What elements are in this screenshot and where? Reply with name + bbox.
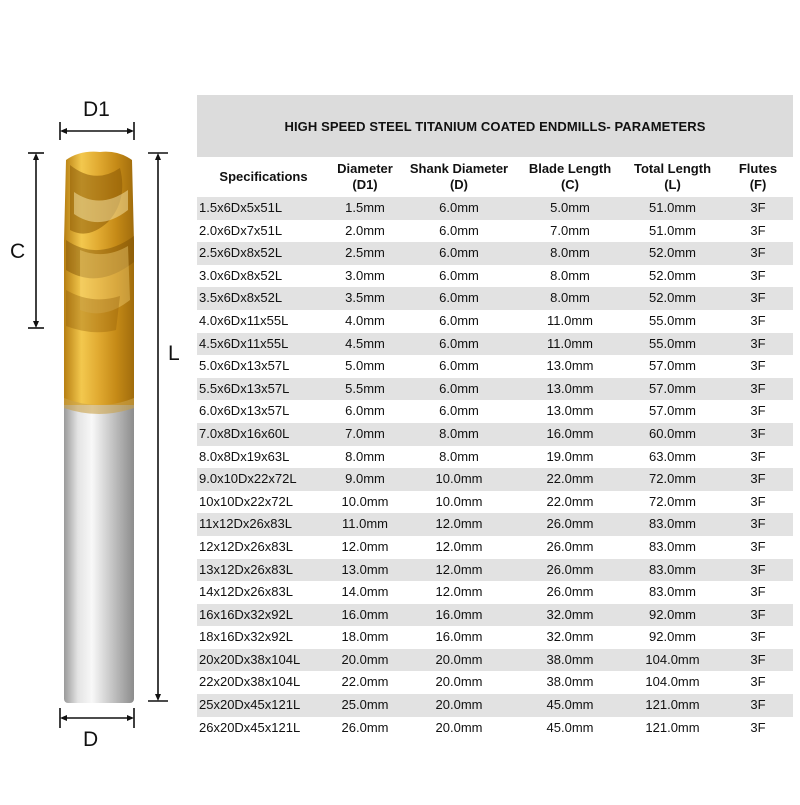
- cell-blade-length: 22.0mm: [518, 491, 622, 514]
- cell-total-length: 51.0mm: [622, 220, 723, 243]
- cell-specification: 5.5x6Dx13x57L: [197, 378, 330, 401]
- cell-flutes: 3F: [723, 536, 793, 559]
- shank: [64, 395, 134, 703]
- cell-flutes: 3F: [723, 423, 793, 446]
- cell-diameter: 18.0mm: [330, 626, 400, 649]
- cell-blade-length: 26.0mm: [518, 559, 622, 582]
- table-body: [197, 197, 793, 739]
- cell-specification: 25x20Dx45x121L: [197, 694, 330, 717]
- cell-blade-length: 11.0mm: [518, 333, 622, 356]
- cell-total-length: 121.0mm: [622, 694, 723, 717]
- cell-total-length: 92.0mm: [622, 604, 723, 627]
- cell-total-length: 83.0mm: [622, 536, 723, 559]
- cell-diameter: 7.0mm: [330, 423, 400, 446]
- cell-shank-diameter: 10.0mm: [400, 491, 518, 514]
- cell-flutes: 3F: [723, 604, 793, 627]
- cell-total-length: 121.0mm: [622, 717, 723, 740]
- cell-diameter: 22.0mm: [330, 671, 400, 694]
- cell-diameter: 26.0mm: [330, 717, 400, 740]
- cell-specification: 6.0x6Dx13x57L: [197, 400, 330, 423]
- cell-flutes: 3F: [723, 491, 793, 514]
- header-total-length: Total Length (L): [622, 157, 723, 197]
- cell-shank-diameter: 12.0mm: [400, 536, 518, 559]
- table-row: [197, 310, 793, 333]
- cell-shank-diameter: 6.0mm: [400, 197, 518, 220]
- cell-flutes: 3F: [723, 220, 793, 243]
- cell-blade-length: 45.0mm: [518, 717, 622, 740]
- cell-specification: 13x12Dx26x83L: [197, 559, 330, 582]
- cell-blade-length: 7.0mm: [518, 220, 622, 243]
- cell-diameter: 20.0mm: [330, 649, 400, 672]
- table-title: HIGH SPEED STEEL TITANIUM COATED ENDMILLS- PARAMETERS: [197, 95, 793, 157]
- cell-blade-length: 16.0mm: [518, 423, 622, 446]
- c-label: C: [10, 240, 26, 263]
- header-shank-diameter: Shank Diameter (D): [400, 157, 518, 197]
- cell-specification: 5.0x6Dx13x57L: [197, 355, 330, 378]
- cell-total-length: 52.0mm: [622, 242, 723, 265]
- cell-flutes: 3F: [723, 197, 793, 220]
- cell-flutes: 3F: [723, 287, 793, 310]
- cell-blade-length: 45.0mm: [518, 694, 622, 717]
- cell-total-length: 57.0mm: [622, 355, 723, 378]
- cell-diameter: 2.5mm: [330, 242, 400, 265]
- cell-flutes: 3F: [723, 446, 793, 469]
- table-row: [197, 559, 793, 582]
- cell-specification: 3.0x6Dx8x52L: [197, 265, 330, 288]
- endmill-diagram: [0, 0, 195, 800]
- cell-diameter: 25.0mm: [330, 694, 400, 717]
- cell-blade-length: 19.0mm: [518, 446, 622, 469]
- c-dimension-line: [28, 153, 44, 328]
- cell-shank-diameter: 20.0mm: [400, 717, 518, 740]
- table-row: [197, 242, 793, 265]
- cell-total-length: 55.0mm: [622, 333, 723, 356]
- cell-specification: 12x12Dx26x83L: [197, 536, 330, 559]
- cell-shank-diameter: 10.0mm: [400, 468, 518, 491]
- cell-total-length: 83.0mm: [622, 581, 723, 604]
- cell-diameter: 11.0mm: [330, 513, 400, 536]
- cell-shank-diameter: 12.0mm: [400, 581, 518, 604]
- header-flutes: Flutes (F): [723, 157, 793, 197]
- cell-specification: 1.5x6Dx5x51L: [197, 197, 330, 220]
- cell-blade-length: 13.0mm: [518, 355, 622, 378]
- table-row: [197, 423, 793, 446]
- cell-total-length: 83.0mm: [622, 559, 723, 582]
- cell-blade-length: 22.0mm: [518, 468, 622, 491]
- cell-diameter: 4.5mm: [330, 333, 400, 356]
- cell-specification: 2.0x6Dx7x51L: [197, 220, 330, 243]
- cell-total-length: 63.0mm: [622, 446, 723, 469]
- cell-shank-diameter: 6.0mm: [400, 265, 518, 288]
- cell-specification: 26x20Dx45x121L: [197, 717, 330, 740]
- cell-flutes: 3F: [723, 400, 793, 423]
- d-dimension-line: [60, 708, 134, 728]
- table-row: [197, 604, 793, 627]
- cell-flutes: 3F: [723, 265, 793, 288]
- table-row: [197, 694, 793, 717]
- cell-flutes: 3F: [723, 581, 793, 604]
- header-row: [197, 157, 793, 197]
- cell-specification: 7.0x8Dx16x60L: [197, 423, 330, 446]
- cell-flutes: 3F: [723, 513, 793, 536]
- cell-specification: 11x12Dx26x83L: [197, 513, 330, 536]
- cell-shank-diameter: 6.0mm: [400, 220, 518, 243]
- cell-blade-length: 26.0mm: [518, 513, 622, 536]
- cell-total-length: 92.0mm: [622, 626, 723, 649]
- cell-flutes: 3F: [723, 694, 793, 717]
- parameters-table-panel: [197, 95, 793, 739]
- cell-shank-diameter: 6.0mm: [400, 242, 518, 265]
- cell-specification: 2.5x6Dx8x52L: [197, 242, 330, 265]
- cell-diameter: 4.0mm: [330, 310, 400, 333]
- d-label: D: [83, 728, 99, 751]
- cell-specification: 9.0x10Dx22x72L: [197, 468, 330, 491]
- cell-diameter: 13.0mm: [330, 559, 400, 582]
- cell-diameter: 5.5mm: [330, 378, 400, 401]
- cell-shank-diameter: 6.0mm: [400, 355, 518, 378]
- cell-specification: 4.0x6Dx11x55L: [197, 310, 330, 333]
- cell-shank-diameter: 6.0mm: [400, 378, 518, 401]
- cell-specification: 4.5x6Dx11x55L: [197, 333, 330, 356]
- cell-flutes: 3F: [723, 649, 793, 672]
- cell-diameter: 1.5mm: [330, 197, 400, 220]
- table-row: [197, 581, 793, 604]
- cell-specification: 20x20Dx38x104L: [197, 649, 330, 672]
- cell-blade-length: 13.0mm: [518, 378, 622, 401]
- cell-flutes: 3F: [723, 310, 793, 333]
- header-specifications: Specifications: [197, 157, 330, 197]
- table-row: [197, 220, 793, 243]
- cell-total-length: 52.0mm: [622, 265, 723, 288]
- table-row: [197, 355, 793, 378]
- cell-shank-diameter: 16.0mm: [400, 626, 518, 649]
- table-row: [197, 536, 793, 559]
- cell-shank-diameter: 6.0mm: [400, 310, 518, 333]
- table-row: [197, 671, 793, 694]
- cell-diameter: 16.0mm: [330, 604, 400, 627]
- cell-diameter: 5.0mm: [330, 355, 400, 378]
- table-row: [197, 446, 793, 469]
- cell-specification: 22x20Dx38x104L: [197, 671, 330, 694]
- table-row: [197, 197, 793, 220]
- cell-total-length: 104.0mm: [622, 671, 723, 694]
- table-row: [197, 649, 793, 672]
- cell-flutes: 3F: [723, 378, 793, 401]
- cell-shank-diameter: 20.0mm: [400, 671, 518, 694]
- cell-flutes: 3F: [723, 626, 793, 649]
- table-row: [197, 265, 793, 288]
- table-row: [197, 491, 793, 514]
- cell-specification: 14x12Dx26x83L: [197, 581, 330, 604]
- cell-flutes: 3F: [723, 468, 793, 491]
- parameters-table: [197, 157, 793, 739]
- table-row: [197, 378, 793, 401]
- cell-blade-length: 5.0mm: [518, 197, 622, 220]
- cell-specification: 16x16Dx32x92L: [197, 604, 330, 627]
- header-blade-length: Blade Length (C): [518, 157, 622, 197]
- cell-diameter: 10.0mm: [330, 491, 400, 514]
- cell-total-length: 57.0mm: [622, 378, 723, 401]
- cell-total-length: 104.0mm: [622, 649, 723, 672]
- cell-shank-diameter: 8.0mm: [400, 423, 518, 446]
- cell-blade-length: 32.0mm: [518, 626, 622, 649]
- cell-shank-diameter: 6.0mm: [400, 400, 518, 423]
- cell-blade-length: 38.0mm: [518, 671, 622, 694]
- cell-diameter: 2.0mm: [330, 220, 400, 243]
- table-row: [197, 468, 793, 491]
- table-row: [197, 400, 793, 423]
- cell-specification: 8.0x8Dx19x63L: [197, 446, 330, 469]
- cell-blade-length: 8.0mm: [518, 242, 622, 265]
- cell-specification: 3.5x6Dx8x52L: [197, 287, 330, 310]
- cell-blade-length: 38.0mm: [518, 649, 622, 672]
- cell-flutes: 3F: [723, 671, 793, 694]
- cell-diameter: 12.0mm: [330, 536, 400, 559]
- cell-shank-diameter: 6.0mm: [400, 333, 518, 356]
- cell-shank-diameter: 12.0mm: [400, 513, 518, 536]
- table-row: [197, 287, 793, 310]
- cell-shank-diameter: 12.0mm: [400, 559, 518, 582]
- cell-blade-length: 26.0mm: [518, 581, 622, 604]
- d1-label: D1: [83, 98, 110, 121]
- cell-flutes: 3F: [723, 559, 793, 582]
- cell-flutes: 3F: [723, 717, 793, 740]
- cell-diameter: 9.0mm: [330, 468, 400, 491]
- l-dimension-line: [148, 153, 168, 701]
- table-row: [197, 513, 793, 536]
- cell-specification: 18x16Dx32x92L: [197, 626, 330, 649]
- cell-shank-diameter: 8.0mm: [400, 446, 518, 469]
- cell-total-length: 55.0mm: [622, 310, 723, 333]
- header-diameter: Diameter (D1): [330, 157, 400, 197]
- cell-blade-length: 13.0mm: [518, 400, 622, 423]
- cell-shank-diameter: 16.0mm: [400, 604, 518, 627]
- table-row: [197, 717, 793, 740]
- cell-blade-length: 11.0mm: [518, 310, 622, 333]
- table-row: [197, 333, 793, 356]
- l-label: L: [168, 342, 180, 365]
- cell-flutes: 3F: [723, 242, 793, 265]
- d1-dimension-line: [60, 122, 134, 140]
- cell-total-length: 57.0mm: [622, 400, 723, 423]
- table-row: [197, 626, 793, 649]
- cell-diameter: 3.5mm: [330, 287, 400, 310]
- cell-flutes: 3F: [723, 333, 793, 356]
- cell-diameter: 8.0mm: [330, 446, 400, 469]
- cell-shank-diameter: 6.0mm: [400, 287, 518, 310]
- cell-total-length: 72.0mm: [622, 491, 723, 514]
- cell-specification: 10x10Dx22x72L: [197, 491, 330, 514]
- cell-total-length: 83.0mm: [622, 513, 723, 536]
- cell-shank-diameter: 20.0mm: [400, 694, 518, 717]
- cell-total-length: 52.0mm: [622, 287, 723, 310]
- cell-flutes: 3F: [723, 355, 793, 378]
- cell-total-length: 60.0mm: [622, 423, 723, 446]
- cell-total-length: 72.0mm: [622, 468, 723, 491]
- cell-blade-length: 8.0mm: [518, 287, 622, 310]
- cell-shank-diameter: 20.0mm: [400, 649, 518, 672]
- cell-blade-length: 32.0mm: [518, 604, 622, 627]
- cell-blade-length: 8.0mm: [518, 265, 622, 288]
- cell-total-length: 51.0mm: [622, 197, 723, 220]
- cell-diameter: 6.0mm: [330, 400, 400, 423]
- cell-blade-length: 26.0mm: [518, 536, 622, 559]
- cell-diameter: 14.0mm: [330, 581, 400, 604]
- cell-diameter: 3.0mm: [330, 265, 400, 288]
